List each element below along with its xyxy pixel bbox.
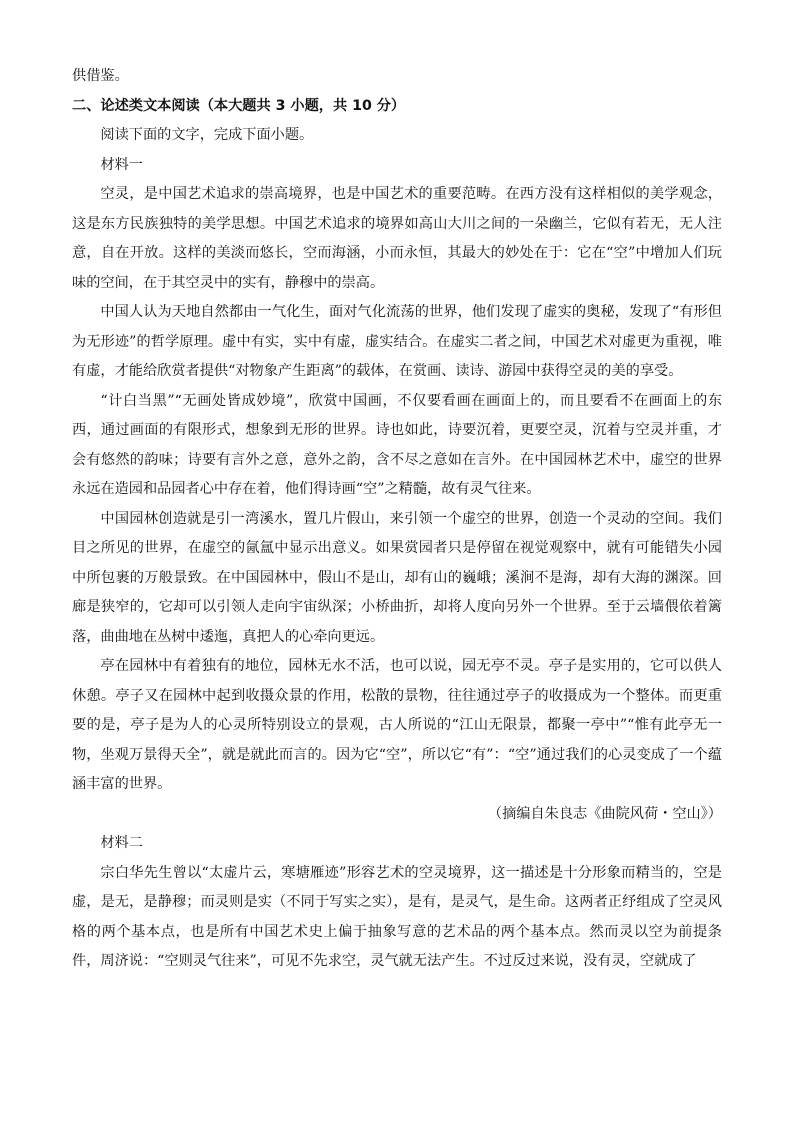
material-two-label: 材料二 <box>100 835 143 851</box>
page-content <box>72 62 722 977</box>
material-one-source: （摘编自朱良志《曲院风荷・空山》） <box>487 805 722 822</box>
instruction-text: 阅读下面的文字，完成下面小题。 <box>100 127 314 143</box>
material-one-paragraph: 亭在园林中有着独有的地位，园林无水不活，也可以说，园无亭不灵。亭子是实用的，它可以供人休憩。亭子又在园林中起到收摄众景的作用，松散的景物，往往通过亭子的收摄成为一个整体。而更重要的是，亭子是为人的心灵所特别设立的景观，古人所说的“江山无限景，都聚一亭中”“惟有此亭无一物，坐观万景得天全”，就是就此而言的。因为它“空”，所以它“有”：“空”通过我们的心灵变成了一个蕴涵丰富的世界。 <box>72 658 722 792</box>
material-one-paragraph: 空灵，是中国艺术追求的崇高境界，也是中国艺术的重要范畴。在西方没有这样相似的美学观念，这是东方民族独特的美学思想。中国艺术追求的境界如高山大川之间的一朵幽兰，它似有若无，无人注意，自在开放。这样的美淡而悠长，空而海涵，小而永恒，其最大的妙处在于：它在“空”中增加人们玩味的空间，在于其空灵中的实有，静穆中的崇高。 <box>72 186 722 291</box>
section-heading: 二、论述类文本阅读（本大题共 3 小题，共 10 分） <box>72 97 406 114</box>
material-one-paragraph: 中国园林创造就是引一湾溪水，置几片假山，来引领一个虚空的世界，创造一个灵动的空间。我们目之所见的世界，在虚空的氤氲中显示出意义。如果赏园者只是停留在视觉观察中，就有可能错失小园中所包裹的万般景致。在中国园林中，假山不是山，却有山的巍峨；溪涧不是海，却有大海的渊深。回廊是狭窄的，它却可以引领人走向宇宙纵深；小桥曲折，却将人度向另外一个世界。至于云墙偎依着篱落，曲曲地在丛树中逶迤，真把人的心牵向更远。 <box>72 510 722 645</box>
material-two-paragraph: 宗白华先生曾以“太虚片云，寒塘雁迹”形容艺术的空灵境界，这一描述是十分形象而精当的，空是虚，是无，是静穆；而灵则是实（不同于写实之实），是有，是灵气，是生命。这两者正纾组成了空灵风格的两个基本点，也是所有中国艺术史上偏于抽象写意的艺术品的两个基本点。然而灵以空为前提条件，周济说：“空则灵气往来”，可见不先求空，灵气就无法产生。不过反过来说，没有灵，空就成了 <box>72 864 722 969</box>
continued-text: 供借鉴。 <box>72 68 129 84</box>
material-one-label: 材料一 <box>100 156 143 173</box>
material-one-paragraph: “计白当黑”“无画处皆成妙境”，欣赏中国画，不仅要看画在画面上的，而且要看不在画面上的东西，通过画面的有限形式，想象到无形的世界。诗也如此，诗要沉着，更要空灵，沉着与空灵并重，才会有悠然的韵味；诗要有言外之意，意外之韵，含不尽之意如在言外。在中国园林艺术中，虚空的世界永远在造园和品园者心中存在着，他们得诗画“空”之精髓，故有灵气往来。 <box>72 392 722 497</box>
material-one-paragraph: 中国人认为天地自然都由一气化生，面对气化流荡的世界，他们发现了虚实的奥秘，发现了“有形但为无形迹”的哲学原理。虚中有实，实中有虚，虚实结合。在虚实二者之间，中国艺术对虚更为重视，唯有虚，才能给欣赏者提供“对物象产生距离”的载体，在赏画、读诗、游园中获得空灵的美的享受。 <box>72 304 722 379</box>
